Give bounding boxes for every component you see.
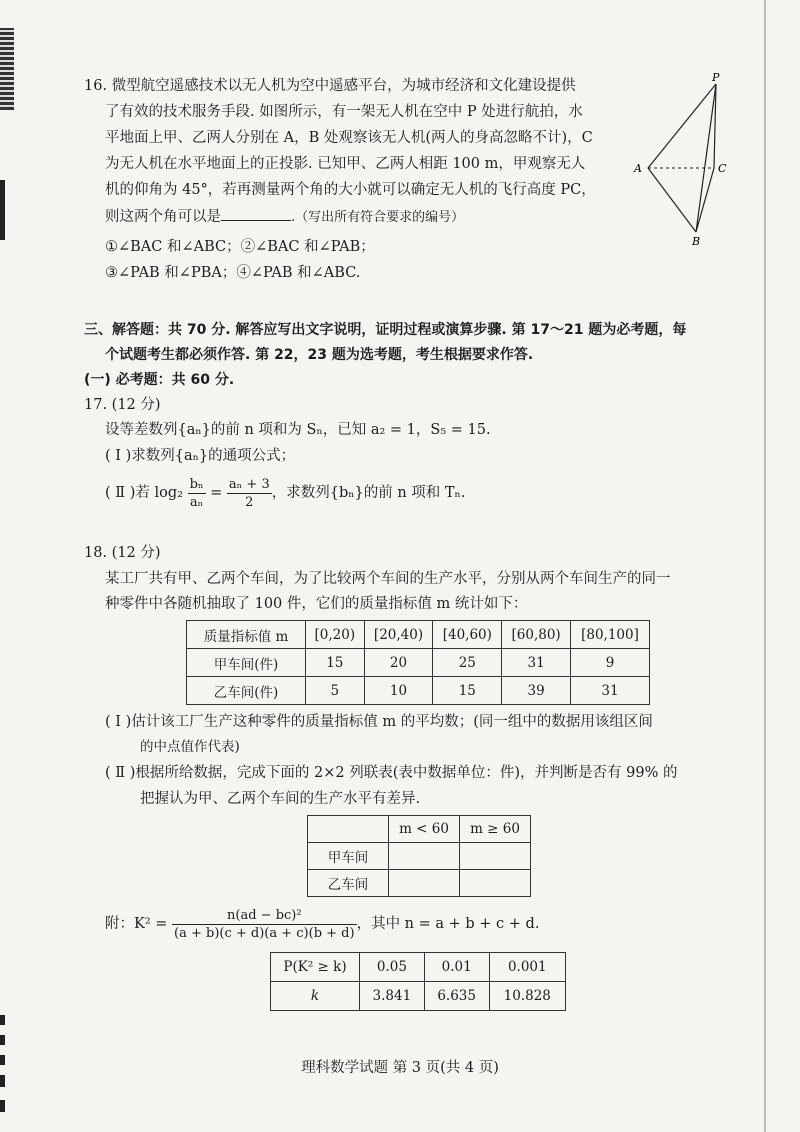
table-header-cell: 质量指标值 m [187,621,306,649]
q17-line-3 [105,474,465,512]
q18-part1-line-2: 的中点值作代表) [140,739,240,755]
formula-suffix: ，其中 n = a + b + c + d. [356,916,540,932]
table-header-cell: 0.01 [424,953,489,982]
critical-value-table [270,952,566,1011]
table-header-cell: m ≥ 60 [460,816,531,843]
table-header-cell: P(K² ≥ k) [271,953,360,982]
table-header-cell: m < 60 [389,816,460,843]
table-cell: 乙车间(件) [187,677,306,705]
label-a: A [634,162,642,175]
table-row [308,816,531,843]
page-footer: 理科数学试题 第 3 页(共 4 页) [301,1060,499,1076]
label-b: B [692,235,701,248]
table-header-cell: [0,20) [306,621,365,649]
table-header-cell: [80,100] [571,621,650,649]
q16-options-2: ③∠PAB 和∠PBA；④∠PAB 和∠ABC. [105,265,361,281]
binding-mark [0,180,5,240]
binding-mark [0,1015,5,1025]
table-cell: 31 [502,649,571,677]
quality-table [186,620,650,705]
q16-blank-line [105,206,464,228]
table-cell: 39 [502,677,571,705]
q17-line-1: 设等差数列{aₙ}的前 n 项和为 Sₙ，已知 a₂ = 1，S₅ = 15. [105,422,491,438]
q16-line-4: 为无人机在水平地面上的正投影. 已知甲、乙两人相距 100 m，甲观察无人 [105,156,586,172]
pyramid-figure [630,70,740,250]
q16-line-5: 机的仰角为 45°，若再测量两个角的大小就可以确定无人机的飞行高度 PC， [105,182,596,198]
formula-line [105,904,539,944]
q17-log-prefix: ( Ⅱ )若 log₂ [105,485,183,501]
table-header-cell: [40,60) [433,621,502,649]
table-cell[interactable] [460,870,531,897]
table-cell: 5 [306,677,365,705]
label-p: P [712,71,720,84]
q18-part2-line-2: 把握认为甲、乙两个车间的生产水平有差异. [140,791,421,807]
contingency-table [307,815,531,897]
table-header-cell [308,816,389,843]
q18-part1-line-1: ( Ⅰ )估计该工厂生产这种零件的质量指标值 m 的平均数；(同一组中的数据用该组区间 [105,714,653,730]
table-row [187,621,650,649]
q16-blank-prefix: 则这两个角可以是 [105,209,221,225]
q18-part2-line-1: ( Ⅱ )根据所给数据，完成下面的 2×2 列联表(表中数据单位：件)，并判断是否有 99% 的 [105,765,678,781]
label-c: C [718,162,727,175]
table-cell[interactable] [389,843,460,870]
part3-line-3: (一) 必考题：共 60 分. [84,372,235,388]
table-cell: 15 [433,677,502,705]
table-cell[interactable] [389,870,460,897]
q18-line-2: 种零件中各随机抽取了 100 件，它们的质量指标值 m 统计如下： [105,596,528,612]
q18-head: 18. (12 分) [84,545,161,561]
table-row [187,677,650,705]
answer-blank[interactable] [221,206,291,221]
table-row [271,953,566,982]
table-row [308,870,531,897]
q16-line-2: 了有效的技术服务手段. 如图所示，有一架无人机在空中 P 处进行航拍，水 [105,104,583,120]
table-row [308,843,531,870]
scan-qr-code [0,28,14,110]
q16-blank-suffix: .（写出所有符合要求的编号） [291,210,465,225]
table-cell: 乙车间 [308,870,389,897]
table-cell[interactable] [460,843,531,870]
table-cell: 9 [571,649,650,677]
formula-prefix: 附：K² = [105,916,168,932]
table-cell: 15 [306,649,365,677]
table-cell: 31 [571,677,650,705]
binding-mark [0,1100,5,1112]
q18-line-1: 某工厂共有甲、乙两个车间，为了比较两个车间的生产水平，分别从两个车间生产的同一 [105,571,671,587]
table-cell: 甲车间 [308,843,389,870]
table-cell: 25 [433,649,502,677]
table-cell: 20 [364,649,433,677]
binding-mark [0,1035,5,1045]
table-row [187,649,650,677]
table-header-cell: 0.001 [489,953,565,982]
q16-line-3: 平地面上甲、乙两人分别在 A，B 处观察该无人机(两人的身高忽略不计)，C [105,130,593,146]
table-row [271,982,566,1011]
q17-head: 17. (12 分) [84,397,161,413]
part3-line-1: 三、解答题：共 70 分. 解答应写出文字说明，证明过程或演算步骤. 第 17～21 题为必考题，每 [84,322,687,338]
q17-equals: = [210,485,223,501]
table-cell: 3.841 [360,982,425,1011]
table-header-cell: [20,40) [364,621,433,649]
table-cell: 10 [364,677,433,705]
table-header-cell: [60,80) [502,621,571,649]
q16-line-1: 16. 微型航空遥感技术以无人机为空中遥感平台，为城市经济和文化建设提供 [84,78,576,94]
table-header-cell: 0.05 [360,953,425,982]
q17-line-2: ( Ⅰ )求数列{aₙ}的通项公式； [105,448,296,464]
table-cell: 6.635 [424,982,489,1011]
table-cell: 甲车间(件) [187,649,306,677]
k-squared-fraction: $\frac{\text{n(ad − bc)²}}{(a + b)(c + d)(a + c)(b + d)}$ [174,907,355,941]
q16-options-1: ①∠BAC 和∠ABC；②∠BAC 和∠PAB； [105,239,375,255]
page-edge-line [764,0,766,1132]
table-cell: 10.828 [489,982,565,1011]
fraction-a-plus-3-over-2: $\frac{\text{aₙ + 3}}{2}$ [228,476,270,510]
table-cell: k [271,982,360,1011]
part3-line-2: 个试题考生都必须作答. 第 22，23 题为选考题，考生根据要求作答. [105,347,534,363]
q17-log-suffix: ，求数列{bₙ}的前 n 项和 Tₙ. [271,485,466,501]
fraction-b-over-a: $\frac{\text{bₙ}}{\text{aₙ}}$ [189,476,204,510]
